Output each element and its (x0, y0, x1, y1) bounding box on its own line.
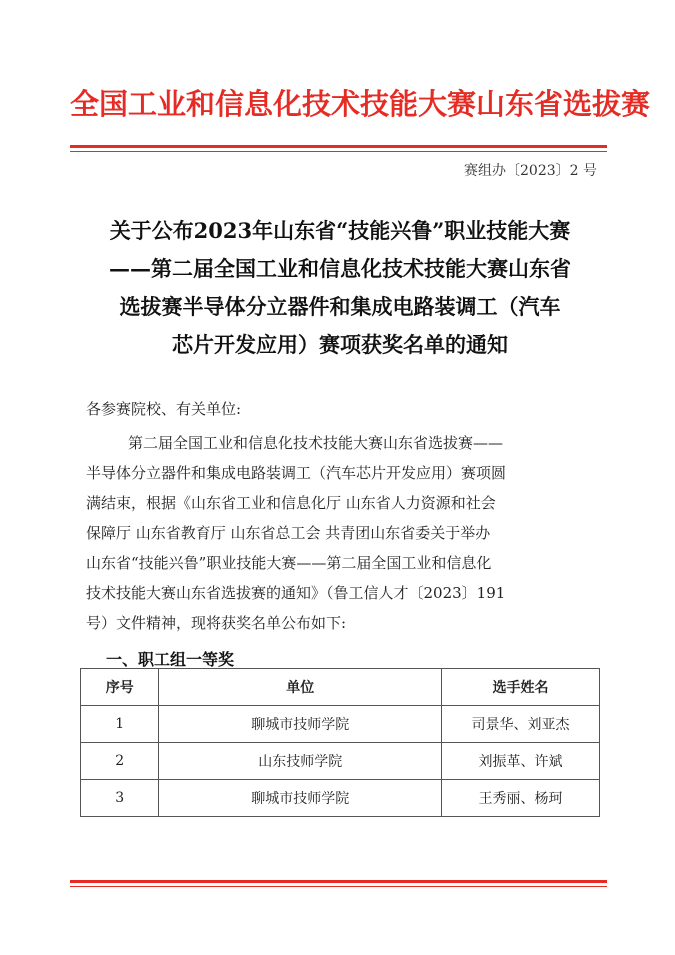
notice-title-line: ——第二届全国工业和信息化技术技能大赛山东省 (109, 256, 571, 281)
cell-no: 2 (81, 743, 159, 780)
section-heading: 一、职工组一等奖 (106, 650, 235, 669)
table-header-row (81, 669, 600, 706)
notice-title-line: 关于公布2023年山东省“技能兴鲁”职业技能大赛 (109, 218, 571, 243)
cell-no: 3 (81, 780, 159, 817)
body-line: 保障厅 山东省教育厅 山东省总工会 共青团山东省委关于举办 (86, 524, 491, 542)
letterhead-title: 全国工业和信息化技术技能大赛山东省选拔赛 (70, 87, 651, 121)
table-row (81, 780, 600, 817)
body-paragraph (86, 428, 606, 638)
body-line: 山东省“技能兴鲁”职业技能大赛——第二届全国工业和信息化 (86, 554, 492, 572)
footer-rule-thick (70, 880, 607, 883)
cell-names: 刘振革、许斌 (442, 743, 600, 780)
header-unit: 单位 (159, 669, 442, 706)
cell-names: 王秀丽、杨珂 (442, 780, 600, 817)
cell-unit: 山东技师学院 (159, 743, 442, 780)
notice-title-line: 选拔赛半导体分立器件和集成电路装调工（汽车 (119, 294, 561, 319)
letterhead-rule-thick (70, 145, 607, 148)
body-line: 号）文件精神，现将获奖名单公布如下: (86, 614, 347, 632)
notice-title (70, 212, 610, 364)
footer-rule-thin (70, 886, 607, 887)
body-line: 技术技能大赛山东省选拔赛的通知》（鲁工信人才〔2023〕191 (86, 584, 506, 602)
document-number: 赛组办〔2023〕2 号 (464, 163, 597, 179)
cell-unit: 聊城市技师学院 (159, 706, 442, 743)
body-line: 半导体分立器件和集成电路装调工（汽车芯片开发应用）赛项圆 (86, 464, 507, 482)
table-row (81, 706, 600, 743)
body-line: 第二届全国工业和信息化技术技能大赛山东省选拔赛—— (128, 434, 504, 452)
letterhead-rule-thin (70, 151, 607, 152)
header-no: 序号 (81, 669, 159, 706)
awards-table (80, 668, 600, 817)
cell-unit: 聊城市技师学院 (159, 780, 442, 817)
body-line: 满结束，根据《山东省工业和信息化厅 山东省人力资源和社会 (86, 494, 496, 512)
cell-names: 司景华、刘亚杰 (442, 706, 600, 743)
salutation: 各参赛院校、有关单位: (86, 400, 242, 418)
table-row (81, 743, 600, 780)
header-names: 选手姓名 (442, 669, 600, 706)
notice-title-line: 芯片开发应用）赛项获奖名单的通知 (172, 332, 508, 357)
cell-no: 1 (81, 706, 159, 743)
